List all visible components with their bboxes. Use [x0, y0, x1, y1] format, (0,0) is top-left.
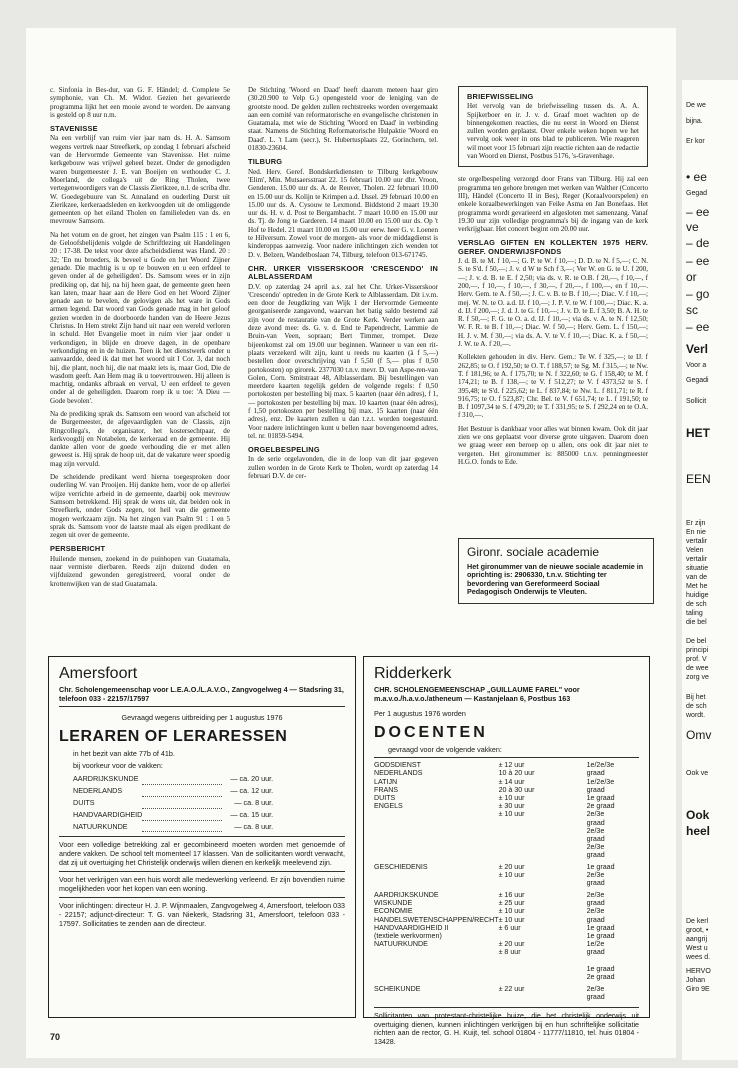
adjacent-page-fragment: EEN: [686, 472, 711, 486]
adjacent-page-fragment: Ook: [686, 808, 710, 822]
vak-hours: — ca. 15 uur.: [230, 809, 274, 819]
ad-institution: Chr. Scholengemeenschap voor L.E.A.O./L.A.V.O., Zangvogelweg 4 — Stadsring 31, telefoon 033 - 22157/17597: [59, 685, 344, 703]
paragraph: De scheidende predikant werd hierna toegesproken door ouderling W. van Prooijen. Hij dankte hem, voor de op allerlei wijze verrichte arbeid in de gemeente, daarbij ook mevrouw Samsom betrekkend. Hij sprak de wens uit, dat beiden ook in Streefkerk, onder Gods zegen, tot heil van die gemeente mogen werkzaam zijn. Na het zingen van Psalm 91 : 1 en 5 sprak ds. Samsom voor de laatste maal als eigen predikant de zegen uit over de gemeente.: [50, 473, 230, 540]
vak-name: NATUURKUNDE: [73, 821, 128, 831]
job-ad-ridderkerk: [363, 656, 650, 1046]
docent-row: [374, 889, 624, 983]
docent-row: [374, 861, 624, 889]
adjacent-page-fragment: – ee: [686, 205, 710, 219]
ad-subtitle: Gevraagd wegens uitbreiding per 1 augustus 1976: [121, 713, 283, 722]
section-heading: CHR. URKER VISSERSKOOR 'CRESCENDO' IN ALBLASSERDAM: [248, 263, 438, 282]
academy-notice: [458, 538, 654, 604]
adjacent-page-fragment: groot, •: [686, 927, 709, 934]
magazine-page: [26, 28, 676, 1058]
adjacent-page-fragment: Er zijn: [686, 520, 706, 527]
vak-row: [73, 773, 273, 785]
paragraph: Ned. Herv. Geref. Bondskerkdiensten te Tilburg kerkgebouw 'Elim', Min. Mutsaersstraat 22. 15 februari 10.00 uur dhr. Vroon, Genderen. 15.00 uur ds. A. de Reuver, Tholen. 22 februari 10.00 en 15.00 uur ds. Kolijn te Krimpen a.d. IJssel. 29 februari 10.00 en 15.00 uur ds. A. Cysouw te Lexmond. Biddstond 2 maart 19.30 uur ds. H. v. d. Post te Bergambacht. 7 maart 10.00 en 15.00 uur ds. Tj. de Jong te Garderen. 14 maart 10.00 en 15.00 uur ds. Op 't Hof te Hedel. 21 maart 10.00 en 15.00 uur eerw. heer G. v. Loenen te Hilversum. Zowel voor de morgen- als voor de middagdienst is kinderoppas aanwezig. Voor nadere inlichtingen zich wenden tot D. v. Belzen, Wandelboslaan 74, Tilburg, telefoon 013-671745.: [248, 167, 438, 259]
divider: [59, 836, 345, 837]
adjacent-page-fragment: vertalir: [686, 538, 708, 545]
adjacent-page-fragment: Er kor: [686, 138, 705, 145]
adjacent-page-fragment: – ee: [686, 320, 710, 334]
divider: [59, 871, 345, 872]
ad-line: bij voorkeur voor de vakken:: [73, 761, 163, 770]
dot-leader: [142, 808, 222, 820]
adjacent-page-fragment: or: [686, 270, 697, 284]
adjacent-page-fragment: – de: [686, 236, 710, 250]
adjacent-page-fragment: En nie: [686, 529, 706, 536]
adjacent-page-fragment: aangrij: [686, 936, 708, 943]
adjacent-page-fragment: HET: [686, 426, 710, 440]
adjacent-page-fragment: Omv: [686, 728, 712, 742]
dot-leader: [142, 797, 222, 809]
ad-town: Amersfoort: [59, 665, 138, 682]
briefwisseling-title: BRIEFWISSELING: [467, 92, 534, 101]
adjacent-page-fragment: de sch: [686, 703, 707, 710]
vak-name: HANDVAARDIGHEID: [73, 809, 143, 819]
paragraph: Huilende mensen, zoekend in de puinhopen van Guatamala, naar vermiste dierbaren. Reeds zijn duizend doden en vijfduizend gewonden geregistreerd, vooral onder de krottenwijken van de stad Guatamala.: [50, 554, 230, 588]
adjacent-page-fragment: bijna.: [686, 118, 703, 125]
adjacent-page-fragment: HERVO: [686, 968, 711, 975]
divider: [59, 706, 345, 707]
academy-title: Gironr. sociale academie: [467, 545, 600, 559]
docent-row: [374, 761, 624, 861]
adjacent-page-fragment: Met he: [686, 583, 708, 590]
adjacent-page-fragment: Giro 9E: [686, 986, 710, 993]
ad-heading: DOCENTEN: [374, 724, 488, 741]
adjacent-page-fragment: Bij het: [686, 694, 706, 701]
paragraph: J. d. B. te M. f 10,—; G. P. te W. f 10,—; D. D. te N. f 5,—; C. N. S. te S'd. f 50,—; J. v. d W te Sch f 3,—; Ver W. en G. te U. f 200,—; J. v. d. B. te E. f 2,50; via ds. v. R. te O.B. f 20,—, f 10,—, f 200,—, f 10,—, f 10,—, f 30,—, f 20,—, f 100,—, en f 10,—. Herv. Gem. te A. f 50,—; J. C. v. B. te B. f 10,—; Diac. V. f 10,—; mej. W. N. te O. a.d. IJ. f 10,—; J. P. V. te W. f 100,—; Diac. K. a. d. IJ. f 200,—; J. d. J. te G. f 10,—; J. v. D. te E. f 3,50; B. A. H. te R. f 50,—; F. G. te O. a. d. IJ. f 10,—; via ds. v. A. te N. f 12,50; W. F. R. te B. f 10,—; Diac. W. f 50,—; Herv. Gem. L. f 150,—; H. J. v. M. f 30,—; via ds. A. V. te V. f 10,—; Diac. K. a. f 50,—; J. W. te A. f 20,—.: [458, 257, 648, 349]
adjacent-page-fragment: heel: [686, 824, 711, 838]
docenten-table: [374, 761, 624, 1004]
paragraph: Het Bestuur is dankbaar voor alles wat binnen kwam. Ook dit jaar zien we ons geplaatst voor diverse grote uitgaven. Daarom doen we graag weer een beroep op u allen, ons ook dit jaar niet te vergeten. Het gironummer is: 885000 t.n.v. penningmeester H.G.O. fonds te Ede.: [458, 424, 648, 466]
vak-hours: — ca. 8 uur.: [234, 797, 274, 807]
adjacent-page-fragment: prof. V: [686, 656, 707, 663]
docent-graad: 1e/2e/3e graad 1e/2e/3e graad 1e graad 2e graad 2e/3e graad 2e/3e graad 2e/3e graad: [586, 761, 615, 860]
adjacent-page-fragment: Sollicit: [686, 398, 707, 405]
academy-text: Het gironummer van de nieuwe sociale academie in oprichting is: 2906330, t.n.v. Stichting ter bevordering van Gereformeerd Sociaal Pedagogisch Onderwijs te Vleuten.: [467, 562, 644, 597]
adjacent-page-fragment: sc: [686, 303, 698, 317]
ad-line: gevraagd voor de volgende vakken:: [388, 745, 502, 754]
paragraph: D.V. op zaterdag 24 april a.s. zal het Chr. Urker-Visserskoor 'Crescendo' optreden in de Grote Kerk te Alblasserdam. Dit i.v.m. een door de Jeugdkring van Wijk 1 der Hervormde Gemeente georganiseerde zangavond, waarvan het batig saldo bestemd zal zijn voor de restauratie van de Grote Kerk. Verder werken aan deze avond mee: ds. G. v. d. End te Papendrecht, Lammie de Bruin-van Veen, sopraan; Bert Timmer, trompet. Deze bijeenkomst zal om 19.00 uur beginnen. Wanneer u van een rit-plaats verzekerd wilt zijn, kunt u reeds nu kaarten (à f 5,—) bestellen door overschrijving van f 5,50 (f 5,— plus f 0,50 portokosten) op girorek. 2377030 t.n.v. mevr. D. van Aspe-ren-van Golen, Corn. Smitstraat 48, Alblasserdam. Bij bestellingen van meerdere kaarten tegelijk gelden de volgende regels: f 0,50 portokosten per bestelling bij max. 5 kaarten (naar één adres), f 1,— portokosten per bestelling bij max. 10 kaarten (naar één adres), f 1,50 portokosten per bestelling bij max. 15 kaarten (naar één adres), enz. De kaarten zullen u dan t.z.t. worden toegestuurd. Voor nadere inlichtingen kunt u bellen naar bovengenoemd adres, tel. nr. 01859-5494.: [248, 282, 438, 440]
vak-name: NEDERLANDS: [73, 786, 123, 796]
section-heading: ORGELBESPELING: [248, 445, 320, 455]
adjacent-page-fragment: Voor a: [686, 362, 707, 369]
docent-row: [374, 983, 624, 1003]
vak-hours: — ca. 20 uur.: [230, 774, 274, 784]
adjacent-page-fragment: Verl: [686, 342, 709, 356]
docent-uren: ± 16 uur ± 25 uur ± 10 uur ± 10 uur ± 6 uur ± 20 uur ± 8 uur: [498, 890, 525, 957]
adjacent-page-fragment: zorg ve: [686, 674, 709, 681]
adjacent-page-fragment: taling: [686, 610, 703, 617]
adjacent-page-fragment: de sch: [686, 601, 707, 608]
job-ad-amersfoort: [48, 656, 356, 1018]
column-right-text: [458, 175, 648, 466]
adjacent-page-fragment: de wee: [686, 665, 709, 672]
adjacent-page-fragment: – go: [686, 287, 710, 301]
section-heading: PERSBERICHT: [50, 544, 106, 554]
adjacent-page-fragment: Velen: [686, 547, 704, 554]
paragraph: De Stichting 'Woord en Daad' heeft daarom meteen haar giro (30.20.900 te Velp G.) opengesteld voor de leniging van de grootste nood. De gelden zullen rechtstreeks worden overgemaakt aan een comité van reformatorische en evangelische christenen in Guatamala, met wie de Stichting 'Woord en Daad' in verbinding staat. Namens de Stichting Reformatorische Hulpaktie 'Woord en Daad'. L. 't Lam (secr.), St. Hubertusplaats 22, Gorinchem, tel. 01830-23604.: [248, 86, 438, 153]
paragraph: Na een verblijf van ruim vier jaar nam ds. H. A. Samsom wegens vertrek naar Streefkerk, op zondag 1 februari afscheid van de Hervormde Gemeente van Stavenisse. Het ruime kerkgebouw was vrijwel geheel bezet. Onder de genodigden waren burgemeester J. E. van Boeijen en wethouder C. J. Moerland, de collega's uit de Ring Tholen, twee vertegenwoordigers van de Classis Zierikzee, n.l. de scriba dhr. W. Goedegebuure van St. Annaland en ouderling Durst uit Zierikzee, kerkeraadsleden en kerkvoogden uit de omliggende gemeenten op het eiland Tholen en familieleden van ds. en mevrouw Samsom.: [50, 134, 230, 226]
vak-row: [73, 785, 273, 797]
section-heading: TILBURG: [248, 157, 283, 167]
paragraph: c. Sinfonia in Bes-dur, van G. F. Händel; d. Complete 5e symphonie, van Ch. M. Widor. Gezien het gevarieerde programma lijkt het een mooie avond te worden. De aanvang is gesteld op 8 uur n.m.: [50, 86, 230, 119]
docent-uren: ± 20 uur ± 10 uur: [498, 863, 525, 880]
adjacent-page-fragment: wordt.: [686, 712, 706, 719]
vak-hours: — ca. 8 uur.: [234, 821, 274, 831]
ad-town: Ridderkerk: [374, 665, 452, 682]
vak-hours: — ca. 12 uur.: [230, 786, 274, 796]
ad-paragraph: Voor inlichtingen: directeur H. J. P. Wijnmaalen, Zangvogelweg 4, Amersfoort, telefoon 033 - 22157; adjunct-directeur: T. G. van Niekerk, Stadsring 31, Amersfoort, telefoon 033 - 17597. Sollicitaties te zenden aan de directeur.: [59, 902, 345, 928]
docent-uren: ± 12 uur 10 à 20 uur ± 14 uur 20 à 30 uur ± 10 uur ± 30 uur ± 10 uur: [498, 761, 535, 819]
adjacent-page-fragment: van de: [686, 574, 708, 581]
ad-heading: LERAREN OF LERARESSEN: [59, 728, 288, 745]
adjacent-page-fragment: Ook ve: [686, 770, 709, 777]
vakken-table: [73, 773, 273, 832]
vak-row: [73, 808, 273, 820]
ad-institution: CHR. SCHOLENGEMEENSCHAP „GUILLAUME FAREL" voor m.a.v.o./h.a.v.o./atheneum — Kastanjelaan 6, Postbus 163: [374, 685, 580, 703]
adjacent-page-fragment: wees d.: [686, 954, 711, 961]
adjacent-page-fragment: ve: [686, 220, 699, 234]
docent-vak: AARDRIJKSKUNDE WISKUNDE ECONOMIE HANDELSWETENSCHAPPEN/RECHT HANDVAARDIGHEID II (textiele werkvormen) NATUURKUNDE: [374, 890, 499, 949]
divider: [374, 1007, 639, 1008]
vak-name: AARDRIJKSKUNDE: [73, 774, 139, 784]
adjacent-page-fragment: West u: [686, 945, 708, 952]
paragraph: In de serie orgelavonden, die in de loop van dit jaar gegeven zullen worden in de Grote Kerk te Tholen, wordt op zaterdag 14 februari D.V. de cer-: [248, 455, 438, 481]
adjacent-page-fragment: situatie: [686, 565, 709, 572]
adjacent-page-fragment: De kerl: [686, 918, 709, 925]
adjacent-page-fragment: Gegadi: [686, 377, 709, 384]
paragraph: ste orgelbespeling verzorgd door Frans van Tilburg. Hij zal een programma ten gehore brengen met werken van Walther (Concerto III), Händel (Concerto II in Bes), Reger (Koraalvoorspelen) en enkele koraalbewerkingen van Feike Asma en Jan Bonefaas. Het programma wordt gevarieerd en afgesloten met samenzang. Vanaf 19.30 uur zijn volledige programma's bij de ingang van de kerk verkrijgbaar. Het concert begint om 20.00 uur.: [458, 175, 648, 234]
briefwisseling-box: [458, 86, 648, 167]
column-left: [50, 86, 230, 686]
docent-graad: 1e graad 2e/3e graad: [586, 863, 615, 888]
paragraph: Kollekten gehouden in div. Herv. Gem.: Te W. f 325,—; te IJ. f 262,85; te O. f 192,50; te O. T. f 188,57; te Sg. M. f 315,—; te Nw. T. f 181,96; te A. f 175,70; te N. f 322,60; te G. f 158,40; te M. f 174,21; te B. f 138,—; te V. f 512,27; te V. f 4373,52 te S. f 395,48; te S'd. f 225,62; te L. f 837,84; te Nw. L. f 811,71; te R. f 916,75; te O. f 523,87; Chr. Bel. te V. f 651,74; te L. f 191,50; te B. f 1097,34 te S. f 479,20; te T. f 331,95; te S. f 292,24 en te O.A. f 310,—.: [458, 353, 649, 420]
docent-graad: 2e/3e graad: [586, 984, 605, 1001]
adjacent-page-fragment: • ee: [686, 170, 707, 184]
vak-name: DUITS: [73, 797, 95, 807]
docent-vak: GODSDIENST NEDERLANDS LATIJN FRANS DUITS ENGELS: [374, 761, 423, 811]
briefwisseling-text: Het vervolg van de briefwisseling tussen ds. A. A. Spijkerboer en ir. J. v. d. Graaf moet wachten op de binnengekomen reacties, die nu eerst in Woord en Dienst zullen worden geplaatst. Over enkele weken hopen we het vervolg ook weer in ons blad te publiceren. Wie reageren wil moet voor 15 februari zijn reactie richten aan de redactie van Woord en Dienst, Postbus 5176, 's-Gravenhage.: [467, 102, 639, 161]
adjacent-page-fragment: Johan: [686, 977, 706, 984]
paragraph: Na de prediking sprak ds. Samsom een woord van afscheid tot de Burgemeester, de afgevaardigden van de Classis, zijn Ringcollega's, de organisator, het kostersechtpaar, de kerkvoogdij en Notabelen, de kerkeraad en de gemeente. Hij dankte allen voor de goede verhouding die er met allen geweest is. Hij sprak de hoop uit, dat de vakature weer spoedig mag zijn vervuld.: [50, 409, 230, 468]
adjacent-page-fragment: Gegad: [686, 190, 708, 197]
ad-subtitle: Per 1 augustus 1976 worden: [374, 709, 466, 718]
column-middle: [248, 86, 438, 686]
adjacent-page-fragment: – ee: [686, 254, 710, 268]
divider: [374, 757, 639, 758]
vak-row: [73, 820, 273, 832]
ad-paragraph: Sollicitanten van protestant-christelijke huize, die het christelijk onderwijs uit overtuiging dienen, kunnen inlichtingen verkrijgen bij en hun schriftelijke sollicitatie richten aan de rector, G. H. Kuijt, tel. school 01804 - 11777/11810, tel. huis 01804 - 13428.: [374, 1012, 639, 1046]
dot-leader: [142, 785, 222, 797]
adjacent-page-fragment: vertalir: [686, 556, 708, 563]
ad-line: in het bezit van akte 77b of 41b.: [73, 749, 175, 758]
divider: [59, 897, 345, 898]
adjacent-page-strip: [682, 80, 738, 1060]
dot-leader: [142, 773, 222, 785]
adjacent-page-fragment: principi: [686, 647, 709, 654]
section-heading: VERSLAG GIFTEN EN KOLLEKTEN 1975 HERV. GEREF. ONDERWIJSFONDS: [458, 238, 648, 256]
ad-paragraph: Voor het verkrijgen van een huis wordt alle medewerking verleend. Er zijn bovendien ruime mogelijkheden voor het kopen van een woning.: [59, 876, 345, 893]
adjacent-page-fragment: De we: [686, 102, 706, 109]
adjacent-page-fragment: die bel: [686, 619, 707, 626]
page-number: 70: [50, 1032, 61, 1042]
docent-vak: SCHEIKUNDE: [374, 984, 421, 993]
vak-row: [73, 797, 273, 809]
ad-paragraph: Voor een volledige betrekking zal er gecombineerd moeten worden met genoemde of andere vakken. De school telt momenteel 17 klassen. Van de sollicitanten wordt verwacht, dat zij uit overtuiging het Christelijk onderwijs willen dienen en kerkelijk meelevend zijn.: [59, 841, 345, 867]
docent-graad: 2e/3e graad 2e/3e graad 1e graad 1e graad 1e/2e graad 1e graad 2e graad: [586, 890, 615, 982]
docent-vak: GESCHIEDENIS: [374, 863, 428, 871]
section-heading: STAVENISSE: [50, 124, 98, 134]
adjacent-page-fragment: huidige: [686, 592, 709, 599]
dot-leader: [142, 820, 222, 832]
adjacent-page-fragment: De bel: [686, 638, 707, 645]
docent-uren: ± 22 uur: [498, 984, 525, 993]
paragraph: Na het votum en de groet, het zingen van Psalm 115 : 1 en 6, de Geloofsbelijdenis volgde de Schriftlezing uit Handelingen 20 : 17-38. De tekst voor deze afscheidsdienst was Hand. 20 : 32; 'En nu broeders, ik beveel u Gode en het Woord Zijner genade. Die machtig is u op te bouwen en u een erfdeel te geven onder al de geheiligden'. Ds. Samsom wees er in zijn prediking op, dat hij, na hij heen gaat, de gemeente geen heen kan laten, maar haar aan de Here God en het Woord Zijner genade aan te bevelen, de gelovigen als het ware in Gods armen legend. Dat woord van Gods genade mag in het geloof gezien worden in de doorboorde handen van de Heere Jezus Christus. In Hem strekt Zijn hand uit naar een wereld verloren in schuld. Het Evangelie moet in ruim vier jaar onder u verkondigen, in blijde en droeve dagen, in de openbare verkondiging en in de huizen. Toen ik het dienstwerk onder u aanvaardde, deed ik dat met het woord uit I Cor. 3, dat noch hij, die plant, noch hij, die nat maakt iets is, maar God, Die de wasdom geeft. Aan Hem mag ik u toevertrouwen. Hij alleen is machtig, ondanks afbraak en verval, U een erfdeel te geven onder al de geheiligden. Daarom roep ik u toe: 'A Dieu — Gode bevolen'.: [50, 230, 230, 405]
